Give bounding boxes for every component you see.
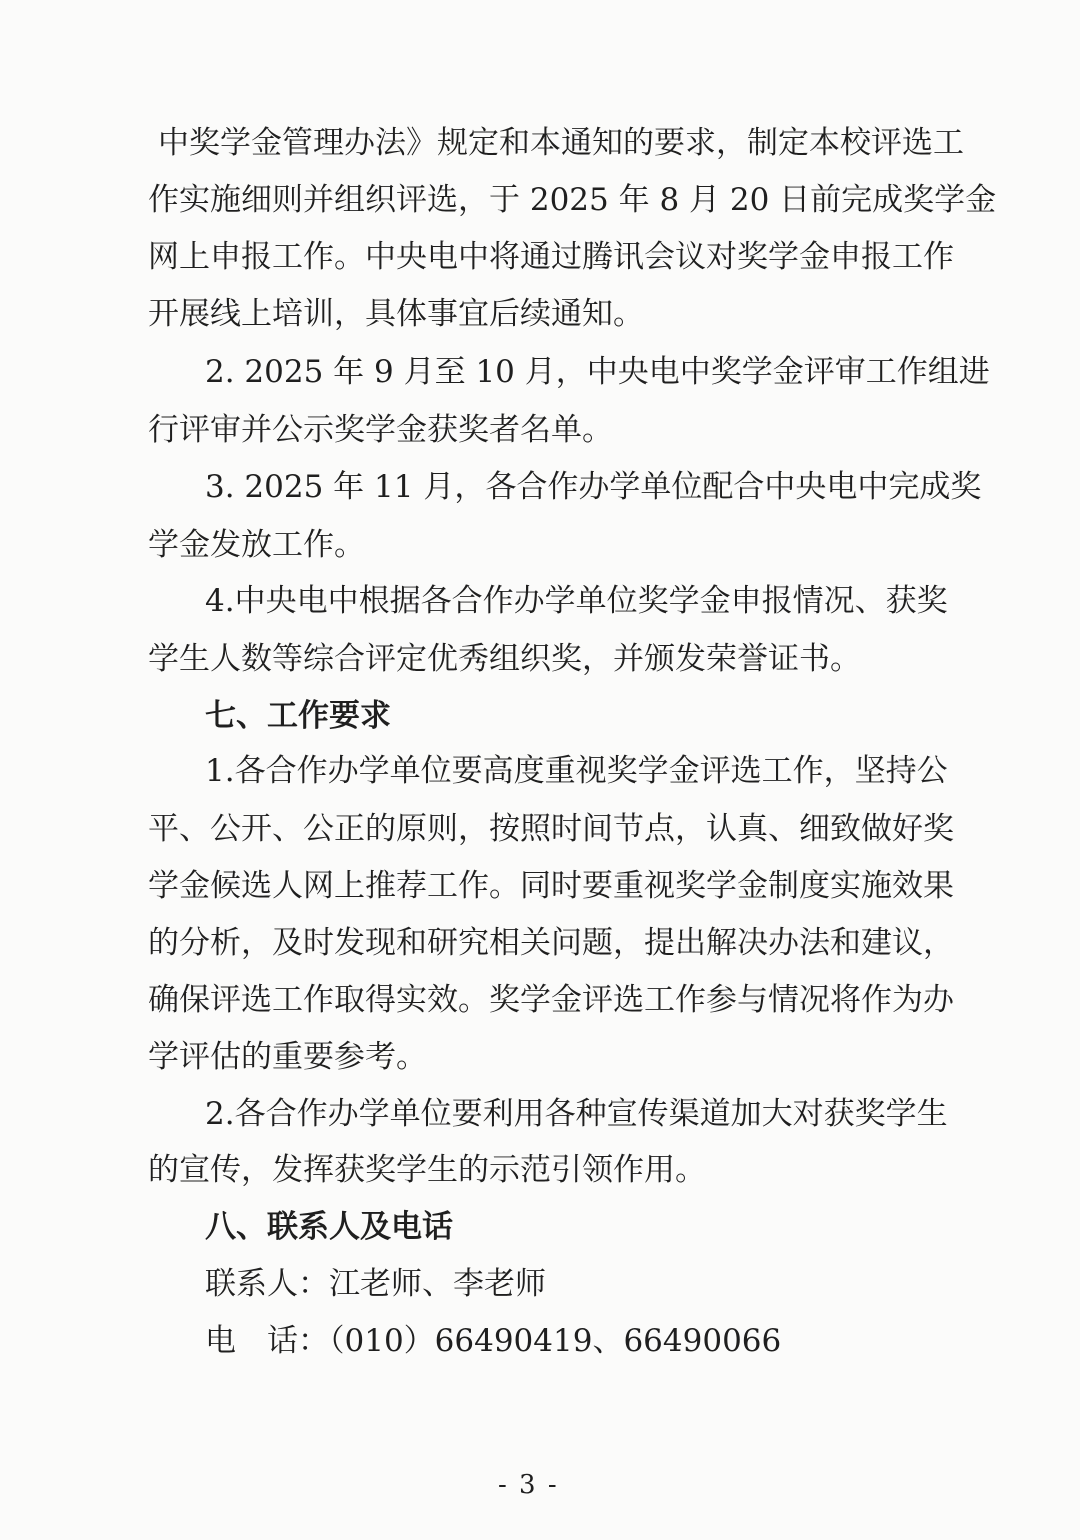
body-line: 2.各合作办学单位要利用各种宣传渠道加大对获奖学生	[205, 1096, 948, 1132]
body-line: 确保评选工作取得实效。奖学金评选工作参与情况将作为办	[148, 982, 954, 1018]
body-line: 作实施细则并组织评选，于 2025 年 8 月 20 日前完成奖学金	[148, 182, 997, 218]
body-line: 学评估的重要参考。	[148, 1039, 427, 1075]
body-line: 3. 2025 年 11 月，各合作办学单位配合中央电中完成奖	[205, 469, 982, 505]
body-line: 中奖学金管理办法》规定和本通知的要求，制定本校评选工	[158, 125, 964, 161]
section-heading: 七、工作要求	[205, 698, 391, 734]
body-line: 开展线上培训，具体事宜后续通知。	[148, 296, 644, 332]
body-line: 行评审并公示奖学金获奖者名单。	[148, 412, 613, 448]
phone-line: 电 话：（010）66490419、66490066	[205, 1323, 782, 1359]
body-line: 的宣传，发挥获奖学生的示范引领作用。	[148, 1152, 706, 1188]
body-line: 的分析，及时发现和研究相关问题，提出解决办法和建议，	[148, 925, 954, 961]
body-line: 1.各合作办学单位要高度重视奖学金评选工作，坚持公	[205, 753, 948, 789]
page-number: - 3 -	[498, 1470, 559, 1500]
body-line: 网上申报工作。中央电中将通过腾讯会议对奖学金申报工作	[148, 239, 954, 275]
body-line: 学金发放工作。	[148, 527, 365, 563]
section-heading: 八、联系人及电话	[205, 1209, 453, 1245]
body-line: 学生人数等综合评定优秀组织奖，并颁发荣誉证书。	[148, 641, 861, 677]
body-line: 平、公开、公正的原则，按照时间节点，认真、细致做好奖	[148, 811, 954, 847]
body-line: 2. 2025 年 9 月至 10 月，中央电中奖学金评审工作组进	[205, 354, 990, 390]
body-line: 4.中央电中根据各合作办学单位奖学金申报情况、获奖	[205, 583, 948, 619]
body-line: 学金候选人网上推荐工作。同时要重视奖学金制度实施效果	[148, 868, 954, 904]
contact-line: 联系人：江老师、李老师	[205, 1266, 546, 1302]
